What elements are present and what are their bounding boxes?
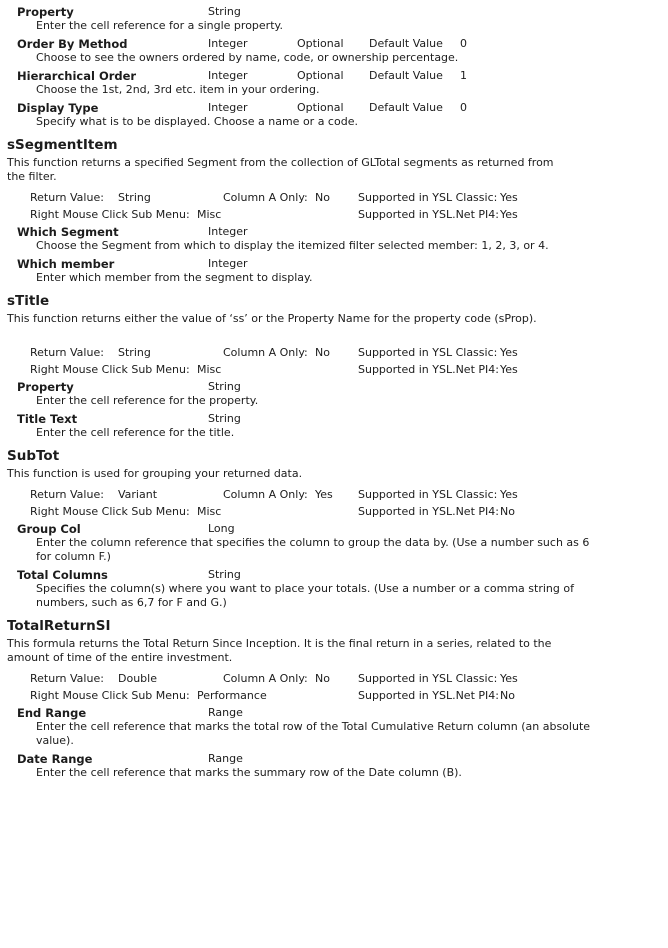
param-name: Which member (17, 257, 115, 271)
section-description-line: This function returns either the value of ‘ss’ or the Property Name for the property code (sProp). (7, 312, 537, 325)
section-description (7, 156, 668, 184)
param-description: Enter the cell reference for the title. (36, 426, 235, 439)
param-default-value: 1 (460, 69, 467, 82)
return-value: String (118, 346, 151, 359)
function-meta (0, 191, 668, 225)
section-description-line: This formula returns the Total Return Since Inception. It is the final return in a series, related to the (7, 637, 552, 650)
param-description: Enter the cell reference that marks the summary row of the Date column (B). (36, 766, 462, 779)
param-description: Enter which member from the segment to display. (36, 271, 313, 284)
ysl-classic-label: Supported in YSL Classic: (358, 191, 498, 204)
param-type: String (208, 5, 241, 18)
meta-row (0, 208, 668, 225)
return-value-label: Return Value: (30, 672, 104, 685)
param-row (0, 101, 668, 115)
function-section-stitle (0, 293, 668, 440)
param-type: Integer (208, 101, 248, 114)
meta-row (0, 363, 668, 380)
return-value: String (118, 191, 151, 204)
ysl-net-pi4-value: No (500, 505, 515, 518)
param-row (0, 522, 668, 536)
param-name: Total Columns (17, 568, 108, 582)
param-row (0, 752, 668, 766)
param-description: Enter the cell reference for a single property. (36, 19, 283, 32)
param-name: Which Segment (17, 225, 119, 239)
param-row (0, 225, 668, 239)
function-meta (0, 672, 668, 706)
ysl-classic-value: Yes (500, 191, 518, 204)
submenu-value: Misc (197, 505, 222, 518)
ysl-classic-value: Yes (500, 346, 518, 359)
param-name: Order By Method (17, 37, 128, 51)
param-name: Display Type (17, 101, 99, 115)
meta-row (0, 505, 668, 522)
section-title: TotalReturnSI (7, 618, 111, 634)
submenu-value: Performance (197, 689, 267, 702)
column-a-only-label: Column A Only: (223, 488, 308, 501)
section-description-line: This function returns a specified Segment from the collection of GLTotal segments as returned from (7, 156, 554, 169)
param-name: Hierarchical Order (17, 69, 137, 83)
param-type: Integer (208, 37, 248, 50)
submenu-value: Misc (197, 363, 222, 376)
param-description: Choose the Segment from which to display the itemized filter selected member: 1, 2, 3, or 4. (36, 239, 549, 252)
return-value-label: Return Value: (30, 191, 104, 204)
param-row (0, 69, 668, 83)
param-type: String (208, 568, 241, 581)
section-description-line: amount of time of the entire investment. (7, 651, 233, 664)
meta-row (0, 689, 668, 706)
param-default-value: 0 (460, 37, 467, 50)
param-name: Title Text (17, 412, 78, 426)
section-title: sSegmentItem (7, 137, 118, 153)
ysl-classic-value: Yes (500, 672, 518, 685)
column-a-only-label: Column A Only: (223, 672, 308, 685)
param-description: Specifies the column(s) where you want to place your totals. (Use a number or a comma string of (36, 582, 574, 595)
section-description-line: This function is used for grouping your returned data. (7, 467, 303, 480)
param-type: Range (208, 752, 243, 765)
param-optional: Optional (297, 69, 344, 82)
param-description: numbers, such as 6,7 for F and G.) (36, 596, 227, 609)
param-type: Integer (208, 225, 248, 238)
meta-row (0, 346, 668, 363)
param-description: Enter the cell reference that marks the total row of the Total Cumulative Return column (an absolute (36, 720, 591, 733)
section-description (7, 467, 668, 481)
param-row (0, 257, 668, 271)
column-a-only-value: No (315, 191, 330, 204)
param-type: Integer (208, 257, 248, 270)
column-a-only-label: Column A Only: (223, 346, 308, 359)
submenu-label: Right Mouse Click Sub Menu: (30, 689, 190, 702)
param-default-value: 0 (460, 101, 467, 114)
ysl-net-pi4-value: Yes (500, 208, 518, 221)
function-section-subtot (0, 448, 668, 610)
param-type: Range (208, 706, 243, 719)
param-default-label: Default Value (369, 37, 443, 50)
column-a-only-label: Column A Only: (223, 191, 308, 204)
section-description-line: the filter. (7, 170, 57, 183)
ysl-net-pi4-label: Supported in YSL.Net PI4: (358, 505, 499, 518)
param-type: String (208, 412, 241, 425)
ysl-classic-label: Supported in YSL Classic: (358, 672, 498, 685)
param-row (0, 380, 668, 394)
param-optional: Optional (297, 37, 344, 50)
param-type: String (208, 380, 241, 393)
section-description (7, 312, 668, 326)
param-row (0, 5, 668, 19)
meta-row (0, 191, 668, 208)
ysl-classic-label: Supported in YSL Classic: (358, 346, 498, 359)
param-type: Integer (208, 69, 248, 82)
ysl-net-pi4-label: Supported in YSL.Net PI4: (358, 363, 499, 376)
param-description: Specify what is to be displayed. Choose a name or a code. (36, 115, 358, 128)
param-row (0, 568, 668, 582)
function-meta (0, 346, 668, 380)
function-meta (0, 488, 668, 522)
param-optional: Optional (297, 101, 344, 114)
intro-param-list (0, 5, 668, 129)
param-description: for column F.) (36, 550, 111, 563)
param-default-label: Default Value (369, 101, 443, 114)
ysl-classic-value: Yes (500, 488, 518, 501)
meta-row (0, 672, 668, 689)
param-default-label: Default Value (369, 69, 443, 82)
param-description: Choose the 1st, 2nd, 3rd etc. item in your ordering. (36, 83, 320, 96)
param-description: Enter the column reference that specifies the column to group the data by. (Use a number such as 6 (36, 536, 590, 549)
return-value: Double (118, 672, 157, 685)
submenu-label: Right Mouse Click Sub Menu: (30, 363, 190, 376)
param-name: Property (17, 5, 74, 19)
param-row (0, 706, 668, 720)
section-title: SubTot (7, 448, 60, 464)
return-value-label: Return Value: (30, 346, 104, 359)
submenu-label: Right Mouse Click Sub Menu: (30, 505, 190, 518)
function-section-totalreturnsi (0, 618, 668, 780)
param-row (0, 37, 668, 51)
submenu-label: Right Mouse Click Sub Menu: (30, 208, 190, 221)
param-type: Long (208, 522, 235, 535)
ysl-net-pi4-label: Supported in YSL.Net PI4: (358, 689, 499, 702)
param-name: Group Col (17, 522, 81, 536)
function-section-ssegmentitem (0, 137, 668, 285)
submenu-value: Misc (197, 208, 222, 221)
param-description: Enter the cell reference for the property. (36, 394, 259, 407)
param-description: value). (36, 734, 74, 747)
param-name: End Range (17, 706, 87, 720)
ysl-net-pi4-value: Yes (500, 363, 518, 376)
column-a-only-value: No (315, 346, 330, 359)
param-name: Date Range (17, 752, 93, 766)
param-row (0, 412, 668, 426)
column-a-only-value: Yes (315, 488, 333, 501)
ysl-net-pi4-value: No (500, 689, 515, 702)
param-description: Choose to see the owners ordered by name, code, or ownership percentage. (36, 51, 459, 64)
meta-row (0, 488, 668, 505)
ysl-net-pi4-label: Supported in YSL.Net PI4: (358, 208, 499, 221)
return-value-label: Return Value: (30, 488, 104, 501)
section-description (7, 637, 668, 665)
param-name: Property (17, 380, 74, 394)
column-a-only-value: No (315, 672, 330, 685)
return-value: Variant (118, 488, 158, 501)
ysl-classic-label: Supported in YSL Classic: (358, 488, 498, 501)
section-title: sTitle (7, 293, 50, 309)
